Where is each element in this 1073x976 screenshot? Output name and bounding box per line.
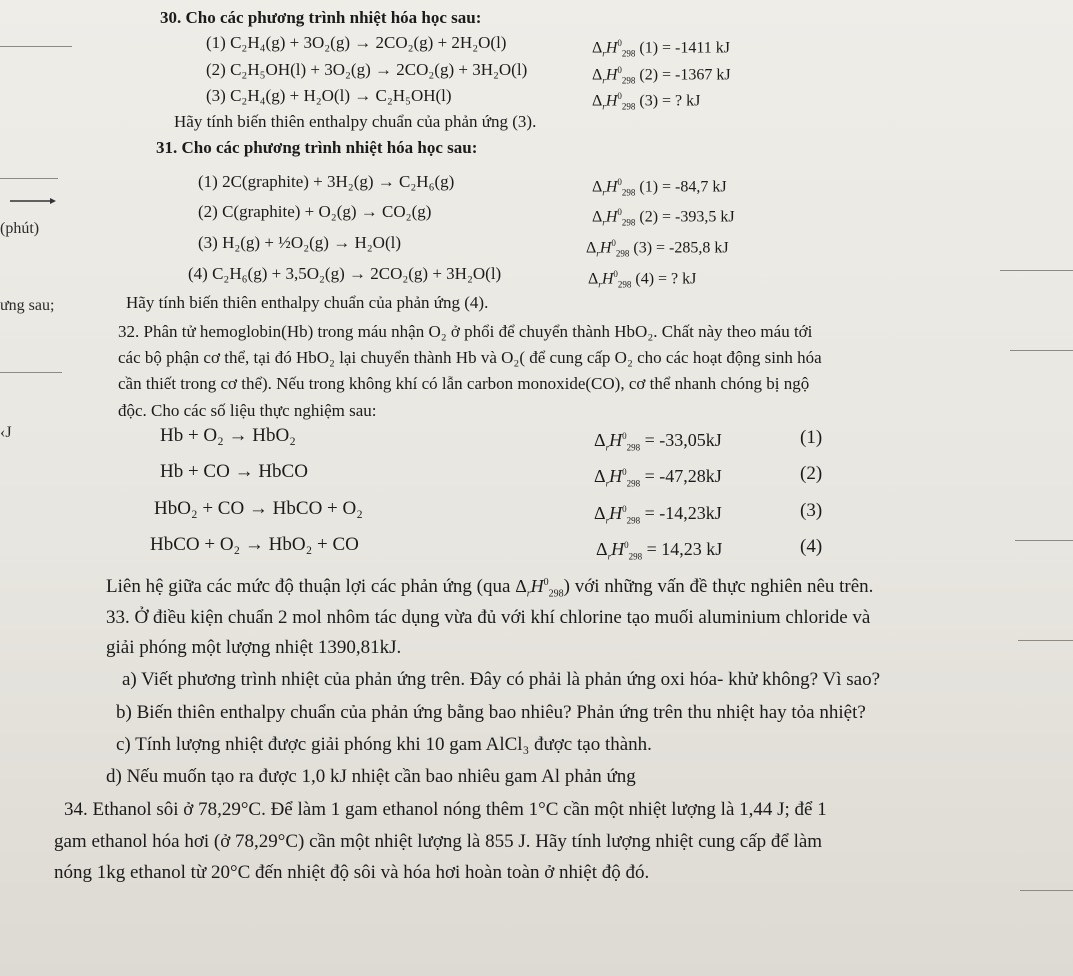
q32-label4: (4)	[800, 536, 823, 557]
q34-line1: 34. Ethanol sôi ở 78,29°C. Để làm 1 gam ethanol nóng thêm 1°C cần một nhiệt lượng là 1,44 J; để 1	[64, 799, 827, 820]
rule-line	[1020, 890, 1073, 891]
q34-line2: gam ethanol hóa hơi (ở 78,29°C) cần một nhiệt lượng là 855 J. Hãy tính lượng nhiệt cung cấp để làm	[54, 831, 823, 852]
rule-line	[0, 178, 58, 179]
q32-link-after: ) với những vấn đề thực nghiên nêu trên.	[563, 576, 874, 597]
q32-line4: độc. Cho các số liệu thực nghiệm sau:	[118, 401, 377, 420]
q30-header: 30. Cho các phương trình nhiệt hóa học sau:	[160, 8, 482, 27]
q34-line3: nóng 1kg ethanol từ 20°C đến nhiệt độ sôi và hóa hơi hoàn toàn ở nhiệt độ đó.	[54, 862, 650, 883]
margin-j: ‹J	[0, 424, 12, 441]
q31-dh3: $\Delta_rH^0_{298}$ (3) = -285,8 kJ	[586, 238, 729, 259]
q31-dh1: $\Delta_rH^0_{298}$ (1) = -84,7 kJ	[592, 177, 727, 198]
q32-link	[106, 571, 873, 606]
q30-dh1-value: (1) = -1411 kJ	[639, 39, 731, 57]
q32-dh4: $\Delta_rH^0_{298} = 14,23$ kJ	[596, 539, 723, 562]
q32-label3: (3)	[800, 500, 823, 521]
q33-line1: 33. Ở điều kiện chuẩn 2 mol nhôm tác dụng vừa đủ với khí chlorine tạo muối aluminium chloride và	[106, 607, 871, 628]
rule-line	[1000, 270, 1073, 271]
q31-header: 31. Cho các phương trình nhiệt hóa học sau:	[156, 138, 478, 157]
q31-eq3: (3) H₂(g) + ½O₂(g) → H₂O(l)	[198, 233, 401, 252]
q31-eq1: (1) 2C(graphite) + 3H₂(g) → C₂H₆(g)	[198, 172, 455, 191]
q33-part-a: a) Viết phương trình nhiệt của phản ứng trên. Đây có phải là phản ứng oxi hóa- khử không? Vì sao?	[122, 669, 881, 690]
q31-task: Hãy tính biến thiên enthalpy chuẩn của phản ứng (4).	[126, 293, 489, 312]
margin-ng-sau: ưng sau;	[0, 297, 55, 314]
q32-dh3-value: = -14,23kJ	[644, 503, 722, 523]
q30-dh1: $\Delta_rH^0_{298}$ (1) = -1411 kJ	[592, 38, 731, 59]
q30-eq1: (1) C₂H₄(g) + 3O₂(g) → 2CO₂(g) + 2H₂O(l)	[206, 33, 507, 52]
q30-eq3: (3) C₂H₄(g) + H₂O(l) → C₂H₅OH(l)	[206, 86, 452, 105]
q30-task: Hãy tính biến thiên enthalpy chuẩn của phản ứng (3).	[174, 112, 537, 131]
q33-part-d: d) Nếu muốn tạo ra được 1,0 kJ nhiệt cần bao nhiêu gam Al phản ứng	[106, 766, 636, 787]
q32-dh1: $\Delta_rH^0_{298} = -33,05kJ$	[594, 430, 722, 453]
q32-line1: 32. Phân tử hemoglobin(Hb) trong máu nhận O₂ ở phổi để chuyển thành HbO₂. Chất này theo máu tới	[118, 322, 813, 341]
rule-line	[1018, 640, 1073, 641]
q31-dh4: $\Delta_rH^0_{298}$ (4) = ? kJ	[588, 269, 697, 290]
q30-eq2: (2) C₂H₅OH(l) + 3O₂(g) → 2CO₂(g) + 3H₂O(l)	[206, 60, 528, 79]
arrow-mark	[10, 198, 56, 204]
q32-dh4-value: = 14,23 kJ	[646, 539, 723, 559]
q32-dh1-value: = -33,05kJ	[644, 430, 722, 450]
q32-dh3: $\Delta_rH^0_{298} = -14,23kJ$	[594, 503, 722, 526]
rule-line	[1015, 540, 1073, 541]
q30-dh2: $\Delta_rH^0_{298}$ (2) = -1367 kJ	[592, 65, 731, 86]
q32-dh2: $\Delta_rH^0_{298} = -47,28kJ$	[594, 466, 722, 489]
q30-dh2-value: (2) = -1367 kJ	[639, 66, 731, 84]
q32-reaction3: HbO₂ + CO → HbCO + O₂	[154, 498, 363, 519]
q31-dh3-value: (3) = -285,8 kJ	[633, 239, 729, 257]
q32-reaction1: Hb + O₂ → HbO₂	[160, 425, 296, 446]
q32-label2: (2)	[800, 463, 823, 484]
rule-line	[0, 372, 62, 373]
q30-dh3-value: (3) = ? kJ	[639, 92, 701, 110]
delta-symbol: Δ	[592, 39, 603, 57]
q31-eq4: (4) C₂H₆(g) + 3,5O₂(g) → 2CO₂(g) + 3H₂O(l)	[188, 264, 502, 283]
q31-eq2: (2) C(graphite) + O₂(g) → CO₂(g)	[198, 202, 432, 221]
q32-line2: các bộ phận cơ thể, tại đó HbO₂ lại chuyển thành Hb và O₂( để cung cấp O₂ cho các hoạt động sinh hóa	[118, 348, 822, 367]
q32-line3: cần thiết trong cơ thể). Nếu trong không khí có lẫn carbon monoxide(CO), cơ thể nhanh chóng bị ngộ	[118, 374, 810, 393]
rule-line	[1010, 350, 1073, 351]
q33-line2: giải phóng một lượng nhiệt 1390,81kJ.	[106, 637, 402, 658]
q31-dh2-value: (2) = -393,5 kJ	[639, 208, 735, 226]
q32-reaction4: HbCO + O₂ → HbO₂ + CO	[150, 534, 359, 555]
q31-dh1-value: (1) = -84,7 kJ	[639, 178, 727, 196]
q31-dh4-value: (4) = ? kJ	[635, 270, 697, 288]
q32-reaction2: Hb + CO → HbCO	[160, 461, 308, 482]
q33-part-c: c) Tính lượng nhiệt được giải phóng khi 10 gam AlCl₃ được tạo thành.	[116, 734, 652, 755]
q32-link-symbol: $\Delta_rH^0_{298}$	[515, 576, 564, 600]
q31-dh2: $\Delta_rH^0_{298}$ (2) = -393,5 kJ	[592, 207, 735, 228]
q33-part-b: b) Biến thiên enthalpy chuẩn của phản ứng bằng bao nhiêu? Phản ứng trên thu nhiệt hay tỏa nhiệt?	[116, 702, 866, 723]
margin-phut: (phút)	[0, 220, 40, 237]
q32-label1: (1)	[800, 427, 823, 448]
q30-dh3: $\Delta_rH^0_{298}$ (3) = ? kJ	[592, 91, 701, 112]
q32-link-before: Liên hệ giữa các mức độ thuận lợi các phản ứng (qua	[106, 576, 511, 597]
q32-dh2-value: = -47,28kJ	[644, 466, 722, 486]
rule-line	[0, 46, 72, 47]
